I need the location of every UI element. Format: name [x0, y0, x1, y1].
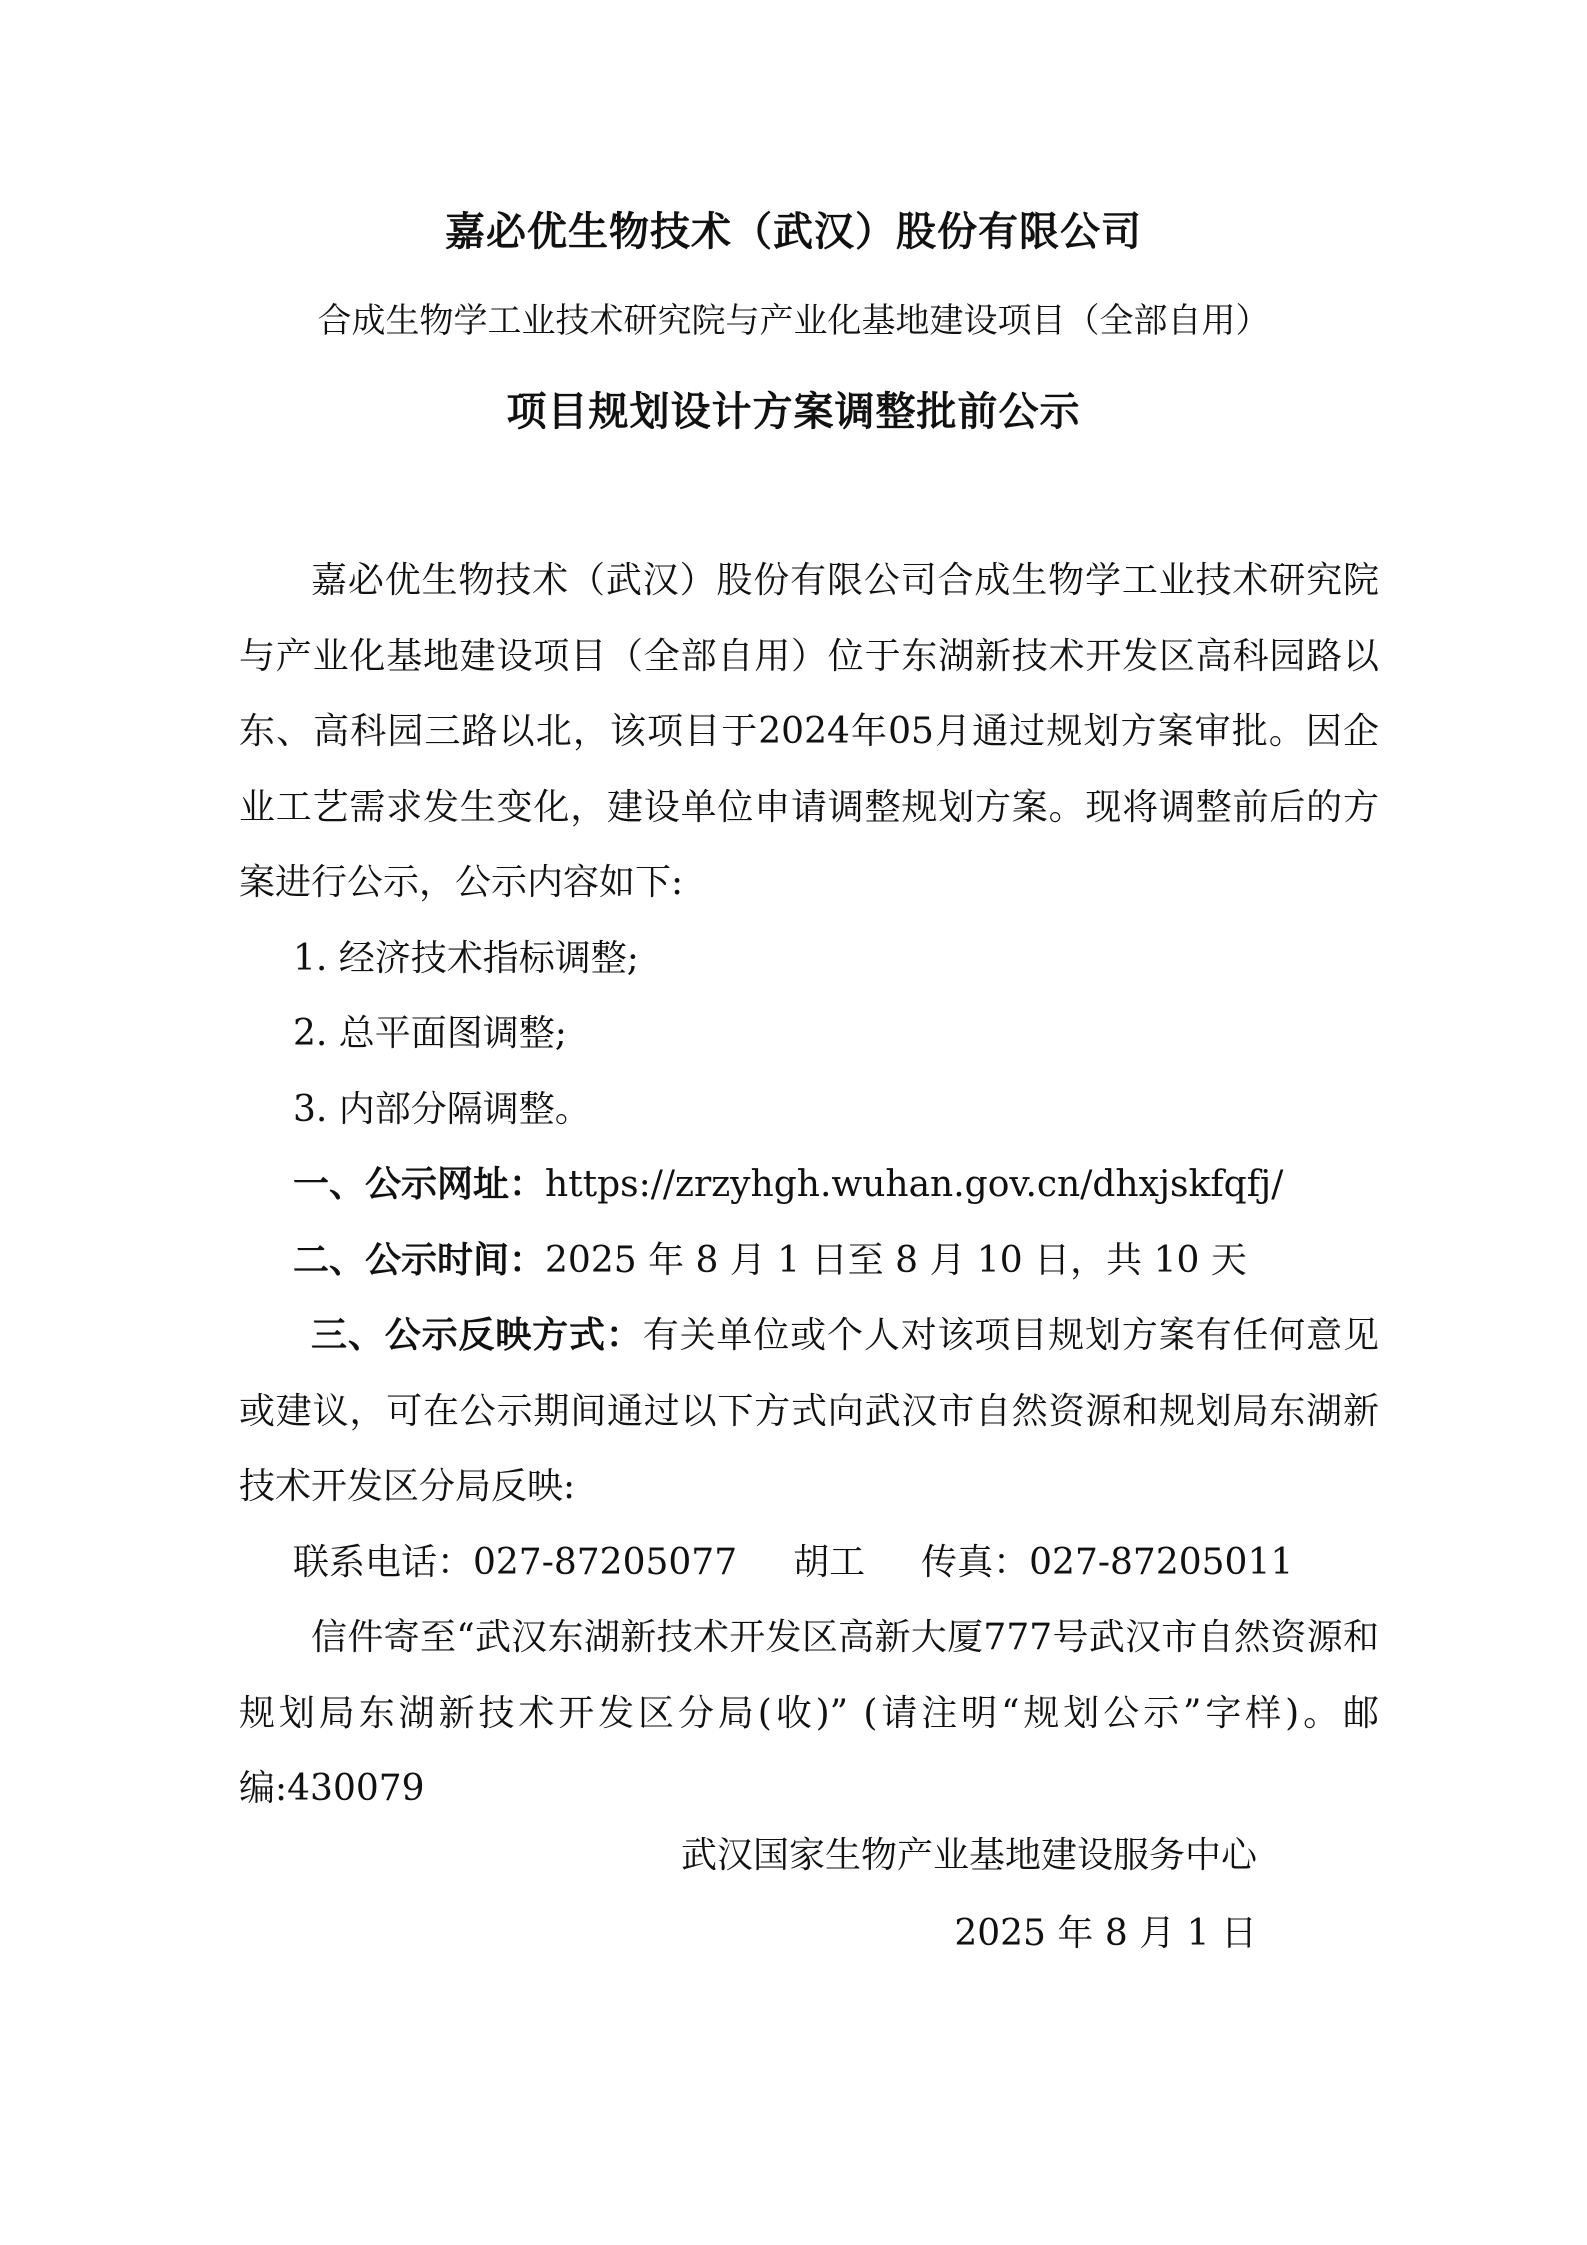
feedback-text: 有关单位或个人对该项目规划方案有任何意见或建议，可在公示期间通过以下方式向武汉市自然资源和规划局东湖新技术开发区分局反映:	[239, 1315, 1379, 1507]
intro-paragraph: 嘉必优生物技术（武汉）股份有限公司合成生物学工业技术研究院与产业化基地建设项目（全部自用）位于东湖新技术开发区高科园路以东、高科园三路以北，该项目于2024年05月通过规划方案审批。因企业工艺需求发生变化，建设单位申请调整规划方案。现将调整前后的方案进行公示，公示内容如下:	[239, 560, 1379, 903]
period-value: 2025 年 8 月 1 日至 8 月 10 日，共 10 天	[545, 1239, 1247, 1281]
contact-person: 胡工	[793, 1541, 866, 1583]
website-url: https://zrzyhgh.wuhan.gov.cn/dhxjskfqfj/	[545, 1164, 1284, 1205]
section-feedback	[239, 1298, 1379, 1525]
contact-phone: 联系电话：027-87205077	[293, 1541, 738, 1583]
contact-line	[239, 1525, 1379, 1601]
notice-title: 项目规划设计方案调整批前公示	[506, 389, 1081, 435]
signature-org: 武汉国家生物产业基地建设服务中心	[680, 1835, 1257, 1876]
list-item-2: 2. 总平面图调整;	[293, 1013, 567, 1054]
section-feedback-label: 三、公示反映方式：	[311, 1315, 643, 1356]
section-period-label: 二、公示时间：	[293, 1239, 546, 1281]
company-title: 嘉必优生物技术（武汉）股份有限公司	[445, 209, 1142, 255]
list-item-1: 1. 经济技术指标调整;	[293, 937, 639, 979]
notice-body	[239, 543, 1379, 1827]
section-period	[239, 1223, 1379, 1299]
section-website	[239, 1147, 1379, 1223]
signature-date: 2025 年 8 月 1 日	[954, 1913, 1257, 1954]
list-item-3: 3. 内部分隔调整。	[293, 1088, 591, 1130]
contact-fax: 传真：027-87205011	[921, 1541, 1294, 1583]
section-website-label: 一、公示网址：	[293, 1164, 546, 1205]
project-subtitle: 合成生物学工业技术研究院与产业化基地建设项目（全部自用）	[317, 301, 1270, 341]
mail-paragraph: 信件寄至“武汉东湖新技术开发区高新大厦777号武汉市自然资源和规划局东湖新技术开发区分局(收)” (请注明“规划公示”字样)。邮编:430079	[239, 1617, 1379, 1809]
